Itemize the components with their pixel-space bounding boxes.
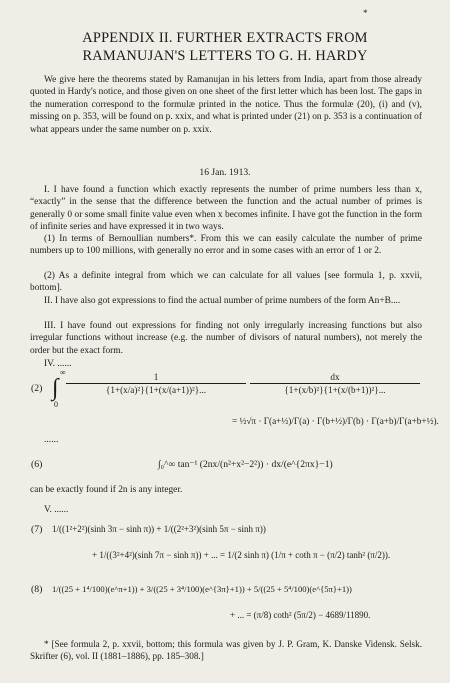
eq6-body: ∫₀^∞ tan⁻¹ (2nx/(n²+x²−2²)) · dx/(e^{2πx}−1) (158, 459, 333, 470)
item-2-paragraph: (2) As a definite integral from which we can calculate for all values [see formula 1, p. xxvii, bottom]. (30, 271, 422, 294)
section-iii-paragraph: III. I have found out expressions for finding not only irregularly increasing functions but also irregular functions without increase (e.g. the number of divisors of natural numbers), not merely the order but the exact form. (30, 321, 422, 356)
eq2-numerator-1: 1 (66, 372, 246, 384)
item-1-paragraph: (1) In terms of Bernoullian numbers*. From this we can easily calculate the number of prime numbers up to 100 millions, with generally no error and in some cases with an error of 1 or 2. (30, 234, 422, 257)
eq2-denominator-2: {1+(x/b)²}{1+(x/(b+1))²}... (284, 385, 386, 395)
eq7-label: (7) (31, 524, 43, 535)
eq6-condition-text: can be exactly found if 2n is any integer. (30, 485, 183, 495)
eq8-line-2: + ... = (π/8) coth² (5π/2) − 4689/11890. (230, 610, 371, 620)
eq2-upper-limit: ∞ (60, 368, 66, 377)
top-star-mark: * (363, 8, 368, 18)
eq8-line-1: 1/((25 + 1⁴/100)(e^π+1)) + 3/((25 + 3⁴/100)(e^{3π}+1)) + 5/((25 + 5⁴/100)(e^{5π}+1)) (52, 584, 352, 594)
intro-paragraph: We give here the theorems stated by Ramanujan in his letters from India, apart from those already quoted in Hardy's notice, and those given on one sheet of the first letter which has been lost. The gaps in the numeration correspond to the formulæ printed in the notice. Thus the formulæ (20), (i) and (v), missing on p. 353, will be found on p. xxix, and what is printed under (21) on p. 353 is a continuation of what appears under the same number on p. xxix. (30, 75, 422, 135)
eq8-label: (8) (31, 584, 43, 595)
footnote: * [See formula 2, p. xxvii, bottom; this formula was given by J. P. Gram, K. Danske Vidensk. Selsk. Skrifter (6), vol. II (1881–1886), pp. 185–308.] (30, 639, 422, 661)
eq7-line-1: 1/((1²+2²)(sinh 3π − sinh π)) + 1/((2²+3²)(sinh 5π − sinh π)) (52, 524, 266, 534)
section-ii-paragraph: II. I have also got expressions to find the actual number of prime numbers of the form An+B.... (44, 296, 401, 306)
eq2-fraction-2 (250, 372, 420, 395)
eq2-denominator-1: {1+(x/a)²}{1+(x/(a+1))²}... (105, 385, 207, 395)
eq6-label: (6) (31, 459, 43, 470)
section-iv-heading: IV. ...... (44, 359, 72, 369)
eq2-fraction-1 (66, 372, 246, 395)
title-line-2: RAMANUJAN'S LETTERS TO G. H. HARDY (82, 48, 368, 64)
title-line-1: APPENDIX II. FURTHER EXTRACTS FROM (82, 30, 368, 46)
section-i-paragraph: I. I have found a function which exactly represents the number of prime numbers less than x, “exactly” in the sense that the difference between the function and the actual number of primes is generally 0 or some small finite value even when x becomes infinite. I have got the function in the form of infinite series and have expressed it in two ways. (30, 185, 422, 233)
eq2-lower-limit: 0 (54, 400, 58, 409)
eq2-label: (2) (31, 383, 43, 394)
eq2-integral-sign: ∫ (52, 375, 59, 401)
letter-date: 16 Jan. 1913. (199, 167, 251, 178)
eq2-right-side: = ½√π · Γ(a+½)/Γ(a) · Γ(b+½)/Γ(b) · Γ(a+b)/Γ(a+b+½). (232, 416, 439, 426)
dots-after-eq2: ...... (44, 434, 59, 445)
eq7-line-2: + 1/((3²+4²)(sinh 7π − sinh π)) + ... = 1/(2 sinh π) (1/π + coth π − (π/2) tanh² (π/2)). (92, 550, 391, 560)
section-v-heading: V. ...... (44, 505, 69, 515)
eq2-numerator-2: dx (250, 372, 420, 384)
